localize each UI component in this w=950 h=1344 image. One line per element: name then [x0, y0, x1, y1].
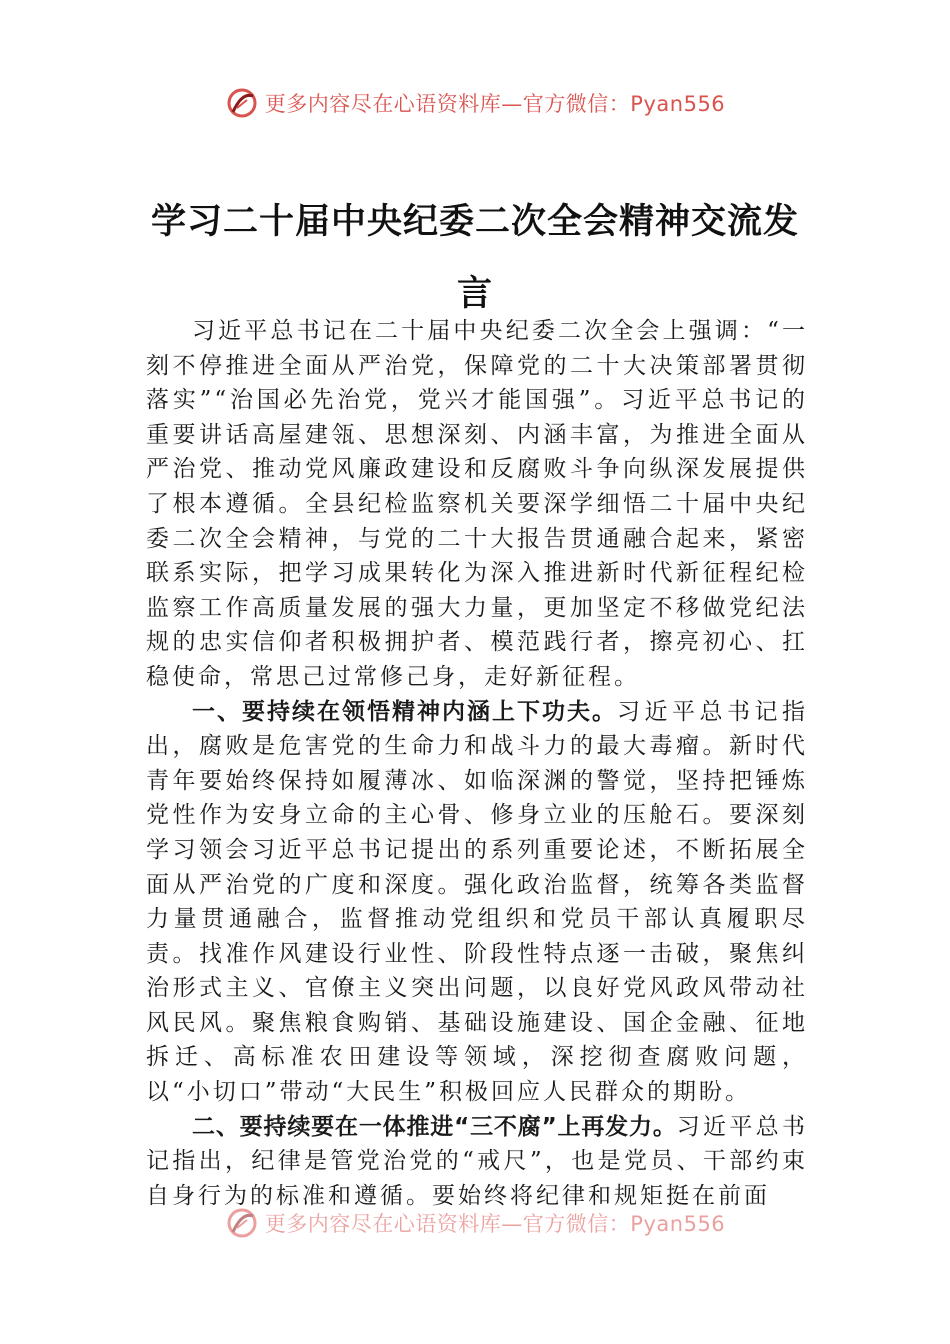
- paragraph-text: 习近平总书记在二十届中央纪委二次全会上强调：“一刻不停推进全面从严治党，保障党的二十大决策部署贯彻落实”“治国必先治党，党兴才能国强”。习近平总书记的重要讲话高屋建瓴、思想深刻、内涵丰富，为推进全面从严治党、推动党风廉政建设和反腐败斗争向纵深发展提供了根本遵循。全县纪检监察机关要深学细悟二十届中央纪委二次全会精神，与党的二十大报告贯通融合起来，紧密联系实际，把学习成果转化为深入推进新时代新征程纪检监察工作高质量发展的强大力量，更加坚定不移做党纪法规的忠实信仰者积极拥护者、模范践行者，擦亮初心、扛稳使命，常思己过常修己身，走好新征程。: [146, 318, 808, 690]
- paragraph-intro: [146, 314, 808, 695]
- paragraph-section-2: [146, 1110, 808, 1214]
- watermark-text: 更多内容尽在心语资料库—官方微信：Pyan556: [264, 1212, 726, 1236]
- paragraph-heading: 二、要持续要在一体推进“三不腐”上再发力。: [192, 1113, 677, 1140]
- paragraph-text: 习近平总书记指出，腐败是危害党的生命力和战斗力的最大毒瘤。新时代青年要始终保持如履薄冰、如临深渊的警觉，坚持把锤炼党性作为安身立命的主心骨、修身立业的压舱石。要深刻学习领会习近平总书记提出的系列重要论述，不断拓展全面从严治党的广度和深度。强化政治监督，统筹各类监督力量贯通融合，监督推动党组织和党员干部认真履职尽责。找准作风建设行业性、阶段性特点逐一击破，聚焦纠治形式主义、官僚主义突出问题，以良好党风政风带动社风民风。聚焦粮食购销、基础设施建设、国企金融、征地拆迁、高标准农田建设等领域，深挖彻查腐败问题，以“小切口”带动“大民生”积极回应人民群众的期盼。: [146, 698, 808, 1106]
- paragraph-heading: 一、要持续在领悟精神内涵上下功夫。: [192, 698, 617, 725]
- document-title: 学习二十届中央纪委二次全会精神交流发言: [150, 201, 799, 314]
- paragraph-section-1: [146, 695, 808, 1110]
- document-body: [146, 314, 808, 1213]
- brush-swirl-logo-icon: [225, 1206, 259, 1240]
- watermark-text: 更多内容尽在心语资料库—官方微信：Pyan556: [264, 92, 726, 116]
- watermark-banner-bottom: [0, 1206, 950, 1240]
- paragraph-text: 习近平总书记指出，纪律是管党治党的“戒尺”，也是党员、干部约束自身行为的标准和遵循。要始终将纪律和规矩挺在前面: [146, 1113, 809, 1209]
